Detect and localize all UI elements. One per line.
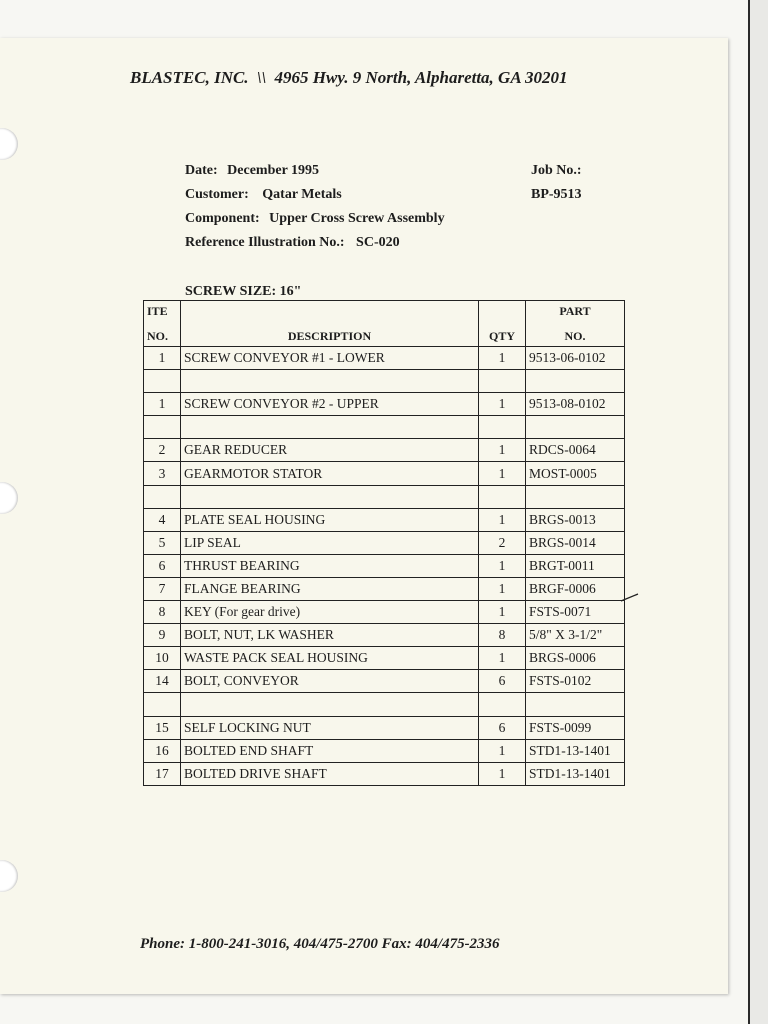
component-value: Upper Cross Screw Assembly [269,211,445,226]
letterhead-separator: \\ [256,68,267,87]
table-row: 17 BOLTED DRIVE SHAFT 1 STD1-13-1401 [144,762,625,785]
col-header-item: ITE NO. [144,301,181,347]
table-row: 15 SELF LOCKING NUT 6 FSTS-0099 [144,716,625,739]
job-number-block [531,163,582,211]
table-row: 3 GEARMOTOR STATOR 1 MOST-0005 [144,462,625,485]
document-meta [185,163,445,259]
component-line [185,211,445,235]
screw-size: SCREW SIZE: 16" [185,284,302,299]
col-header-qty: QTY [479,301,526,347]
table-row [144,370,625,393]
date-line [185,163,445,187]
col-header-description: DESCRIPTION [181,301,479,347]
job-label: Job No.: [531,163,582,178]
parts-table [143,300,625,786]
component-label: Component: [185,211,260,226]
table-row: 7 FLANGE BEARING 1 BRGF-0006 [144,577,625,600]
table-row: 8 KEY (For gear drive) 1 FSTS-0071 [144,601,625,624]
date-label: Date: [185,163,218,178]
reference-value: SC-020 [356,235,400,250]
contact-footer: Phone: 1-800-241-3016, 404/475-2700 Fax: 404/475-2336 [140,936,500,952]
pen-tick-mark [620,591,640,605]
table-row: 2 GEAR REDUCER 1 RDCS-0064 [144,439,625,462]
table-row: 16 BOLTED END SHAFT 1 STD1-13-1401 [144,739,625,762]
reference-line [185,235,445,259]
table-row: 14 BOLT, CONVEYOR 6 FSTS-0102 [144,670,625,693]
table-row [144,485,625,508]
table-row [144,693,625,716]
customer-label: Customer: [185,187,249,202]
date-value: December 1995 [227,163,320,178]
reference-label: Reference Illustration No.: [185,235,345,250]
customer-value: Qatar Metals [262,187,342,202]
punch-hole [0,482,18,514]
table-row: 1 SCREW CONVEYOR #1 - LOWER 1 9513-06-0102 [144,347,625,370]
punch-hole [0,860,18,892]
col-header-part: PART NO. [526,301,625,347]
table-row: 4 PLATE SEAL HOUSING 1 BRGS-0013 [144,508,625,531]
document-page [0,38,728,994]
table-row [144,416,625,439]
table-row: 5 LIP SEAL 2 BRGS-0014 [144,531,625,554]
table-row: 9 BOLT, NUT, LK WASHER 8 5/8" X 3-1/2" [144,624,625,647]
company-name: BLASTEC, INC. [130,68,249,87]
customer-line [185,187,445,211]
punch-hole [0,128,18,160]
table-header-row [144,301,625,347]
table-row: 1 SCREW CONVEYOR #2 - UPPER 1 9513-08-0102 [144,393,625,416]
table-row: 6 THRUST BEARING 1 BRGT-0011 [144,554,625,577]
company-address: 4965 Hwy. 9 North, Alpharetta, GA 30201 [274,68,568,87]
job-value: BP-9513 [531,187,582,202]
table-row: 10 WASTE PACK SEAL HOUSING 1 BRGS-0006 [144,647,625,670]
letterhead [130,68,567,88]
